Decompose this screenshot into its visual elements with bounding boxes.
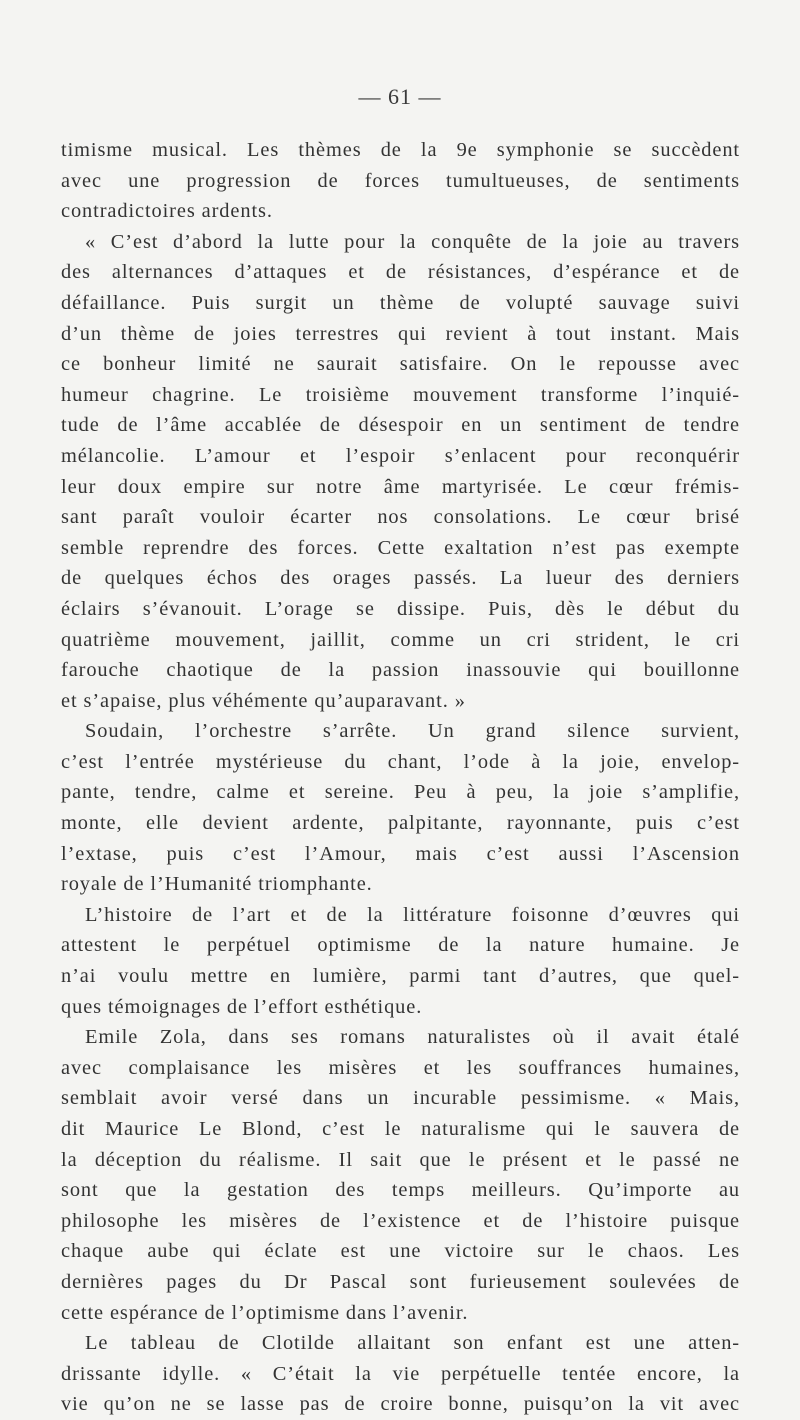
text-line: l’extase, puis c’est l’Amour, mais c’est aussi l’Ascension — [61, 842, 740, 865]
text-line: de quelques échos des orages passés. La lueur des derniers — [61, 567, 740, 590]
text-line: tude de l’âme accablée de désespoir en un sentiment de tendre — [61, 414, 740, 437]
text-line: Soudain, l’orchestre s’arrête. Un grand silence survient, — [85, 720, 740, 743]
text-line: vie qu’on ne se lasse pas de croire bonne, puisqu’on la vit avec — [61, 1393, 740, 1416]
text-line: avec complaisance les misères et les souffrances humaines, — [61, 1056, 740, 1079]
text-line: leur doux empire sur notre âme martyrisée. Le cœur frémis- — [61, 475, 740, 498]
text-line: quatrième mouvement, jaillit, comme un cri strident, le cri — [61, 628, 740, 651]
text-line: royale de l’Humanité triomphante. — [61, 873, 373, 896]
text-line: et s’apaise, plus véhémente qu’auparavant. » — [61, 689, 466, 712]
text-line: ce bonheur limité ne saurait satisfaire. On le repousse avec — [61, 353, 740, 376]
text-line: dit Maurice Le Blond, c’est le naturalisme qui le sauvera de — [61, 1118, 740, 1140]
text-line: philosophe les misères de l’existence et de l’histoire puisque — [61, 1209, 740, 1232]
text-line: éclairs s’évanouit. L’orage se dissipe. Puis, dès le début du — [61, 597, 740, 620]
text-line: « C’est d’abord la lutte pour la conquête de la joie au travers — [85, 230, 740, 253]
text-line: sant paraît vouloir écarter nos consolations. Le cœur brisé — [61, 506, 740, 529]
text-line: contradictoires ardents. — [61, 200, 273, 223]
text-line: chaque aube qui éclate est une victoire sur le chaos. Les — [61, 1240, 740, 1263]
text-line: c’est l’entrée mystérieuse du chant, l’ode à la joie, envelop- — [61, 750, 740, 773]
text-line: timisme musical. Les thèmes de la 9e symphonie se succèdent — [61, 139, 740, 161]
text-line: humeur chagrine. Le troisième mouvement transforme l’inquié- — [61, 383, 740, 406]
text-line: défaillance. Puis surgit un thème de volupté sauvage suivi — [61, 291, 740, 314]
text-line: attestent le perpétuel optimisme de la nature humaine. Je — [61, 934, 740, 957]
text-line: dernières pages du Dr Pascal sont furieusement soulevées de — [61, 1270, 740, 1293]
text-line: pante, tendre, calme et sereine. Peu à peu, la joie s’amplifie, — [61, 781, 740, 804]
text-line: semblait avoir versé dans un incurable pessimisme. « Mais, — [61, 1087, 740, 1110]
text-line: des alternances d’attaques et de résistances, d’espérance et de — [61, 261, 740, 284]
text-line: la déception du réalisme. Il sait que le présent et le passé ne — [61, 1148, 740, 1171]
text-line: n’ai voulu mettre en lumière, parmi tant d’autres, que quel- — [61, 965, 740, 988]
text-line: d’un thème de joies terrestres qui revient à tout instant. Mais — [61, 322, 740, 345]
text-line: Le tableau de Clotilde allaitant son enfant est une atten- — [85, 1332, 740, 1355]
text-line: L’histoire de l’art et de la littérature foisonne d’œuvres qui — [85, 903, 740, 926]
text-line: mélancolie. L’amour et l’espoir s’enlacent pour reconquérir — [61, 444, 740, 467]
text-line: monte, elle devient ardente, palpitante, rayonnante, puis c’est — [61, 812, 740, 835]
text-line: sont que la gestation des temps meilleurs. Qu’importe au — [61, 1179, 740, 1202]
text-line: drissante idylle. « C’était la vie perpétuelle tentée encore, la — [61, 1362, 740, 1385]
text-line: semble reprendre des forces. Cette exaltation n’est pas exempte — [61, 536, 740, 559]
text-line: Emile Zola, dans ses romans naturalistes où il avait étalé — [85, 1026, 740, 1049]
text-line: farouche chaotique de la passion inassouvie qui bouillonne — [61, 659, 740, 682]
page-number: — 61 — — [358, 84, 442, 109]
text-line: avec une progression de forces tumultueuses, de sentiments — [61, 169, 740, 192]
text-line: ques témoignages de l’effort esthétique. — [61, 995, 423, 1018]
body-text — [61, 135, 740, 1420]
text-line: cette espérance de l’optimisme dans l’avenir. — [61, 1301, 469, 1324]
